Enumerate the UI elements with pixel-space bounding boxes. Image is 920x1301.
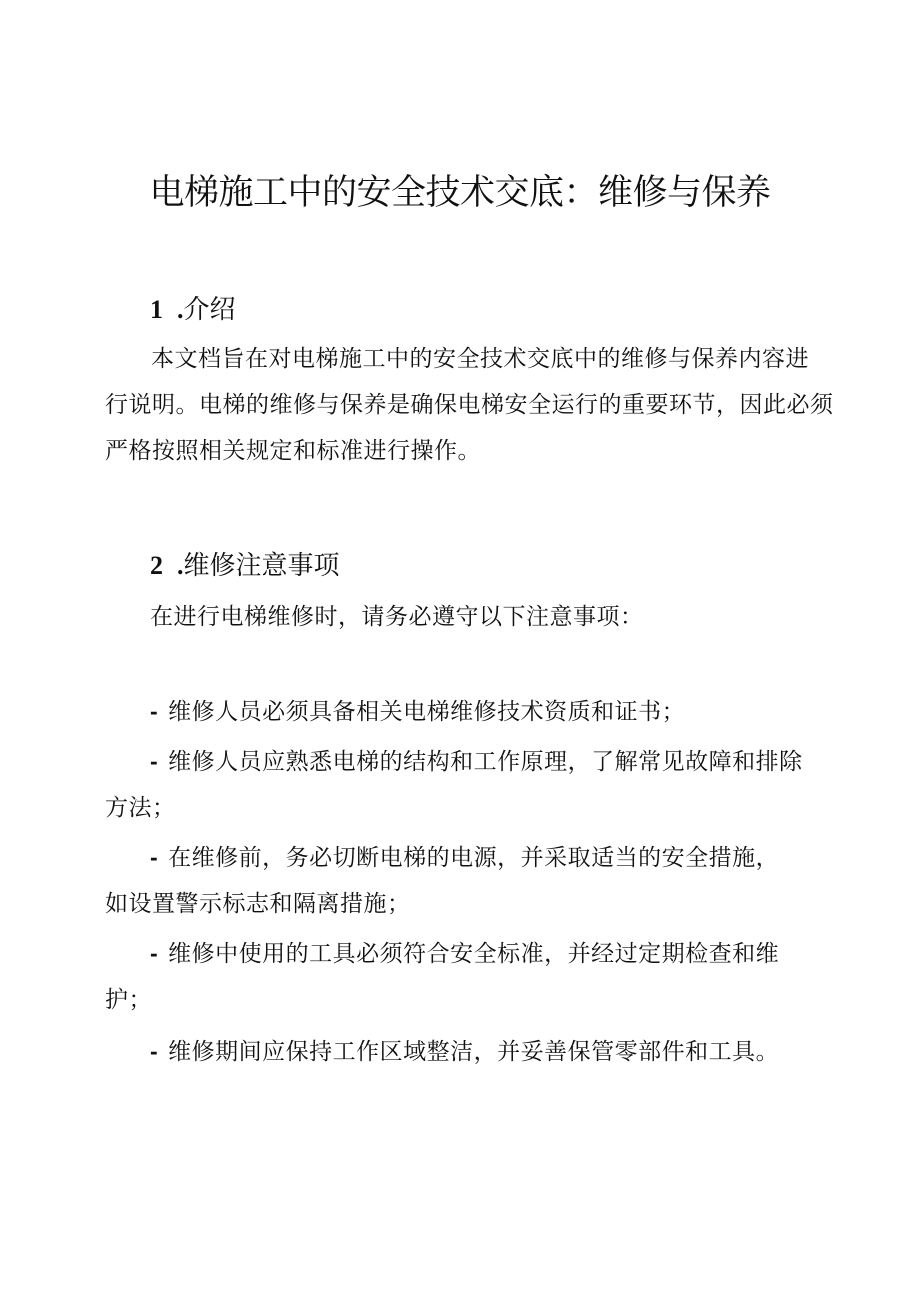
list-item <box>105 1028 810 1075</box>
list-item <box>105 738 810 831</box>
section-number-dot: . <box>177 551 184 580</box>
list-item-text: 维修中使用的工具必须符合安全标准，并经过定期检查和维 <box>168 941 780 967</box>
list-item-text: 在维修前，务必切断电梯的电源，并采取适当的安全措施， <box>168 845 780 871</box>
section-title: 维修注意事项 <box>183 551 340 581</box>
document-title: 电梯施工中的安全技术交底：维修与保养 <box>149 173 771 213</box>
list-item-text: 维修人员应熟悉电梯的结构和工作原理，了解常见故障和排除 <box>168 749 803 775</box>
list-item-text-continued: 护； <box>105 987 152 1013</box>
list-item-text-continued: 如设置警示标志和隔离措施； <box>105 891 411 917</box>
list-item-text-continued: 方法； <box>105 795 176 821</box>
list-item <box>105 834 810 927</box>
section-heading-intro <box>150 292 236 328</box>
list-item <box>105 930 810 1023</box>
intro-paragraph <box>105 336 834 474</box>
section-number: 1 <box>150 295 163 324</box>
paragraph-line: 本文档旨在对电梯施工中的安全技术交底中的维修与保养内容进 <box>151 346 809 372</box>
bullet-marker: - <box>150 1038 159 1064</box>
bullet-marker: - <box>150 748 159 774</box>
section-title: 介绍 <box>183 295 236 325</box>
bullet-marker: - <box>150 940 159 966</box>
bullet-marker: - <box>150 844 159 870</box>
paragraph-line: 严格按照相关规定和标准进行操作。 <box>105 438 481 464</box>
bullet-marker: - <box>150 698 159 724</box>
section-heading-maintenance-notes <box>150 548 340 584</box>
section-number-dot: . <box>177 295 184 324</box>
list-item-text: 维修期间应保持工作区域整洁，并妥善保管零部件和工具。 <box>168 1039 780 1065</box>
list-item <box>105 688 810 735</box>
section-lead-text: 在进行电梯维修时，请务必遵守以下注意事项： <box>150 604 644 630</box>
paragraph-line: 行说明。电梯的维修与保养是确保电梯安全运行的重要环节，因此必须 <box>105 392 834 418</box>
section-number: 2 <box>150 551 163 580</box>
list-item-text: 维修人员必须具备相关电梯维修技术资质和证书； <box>168 699 686 725</box>
